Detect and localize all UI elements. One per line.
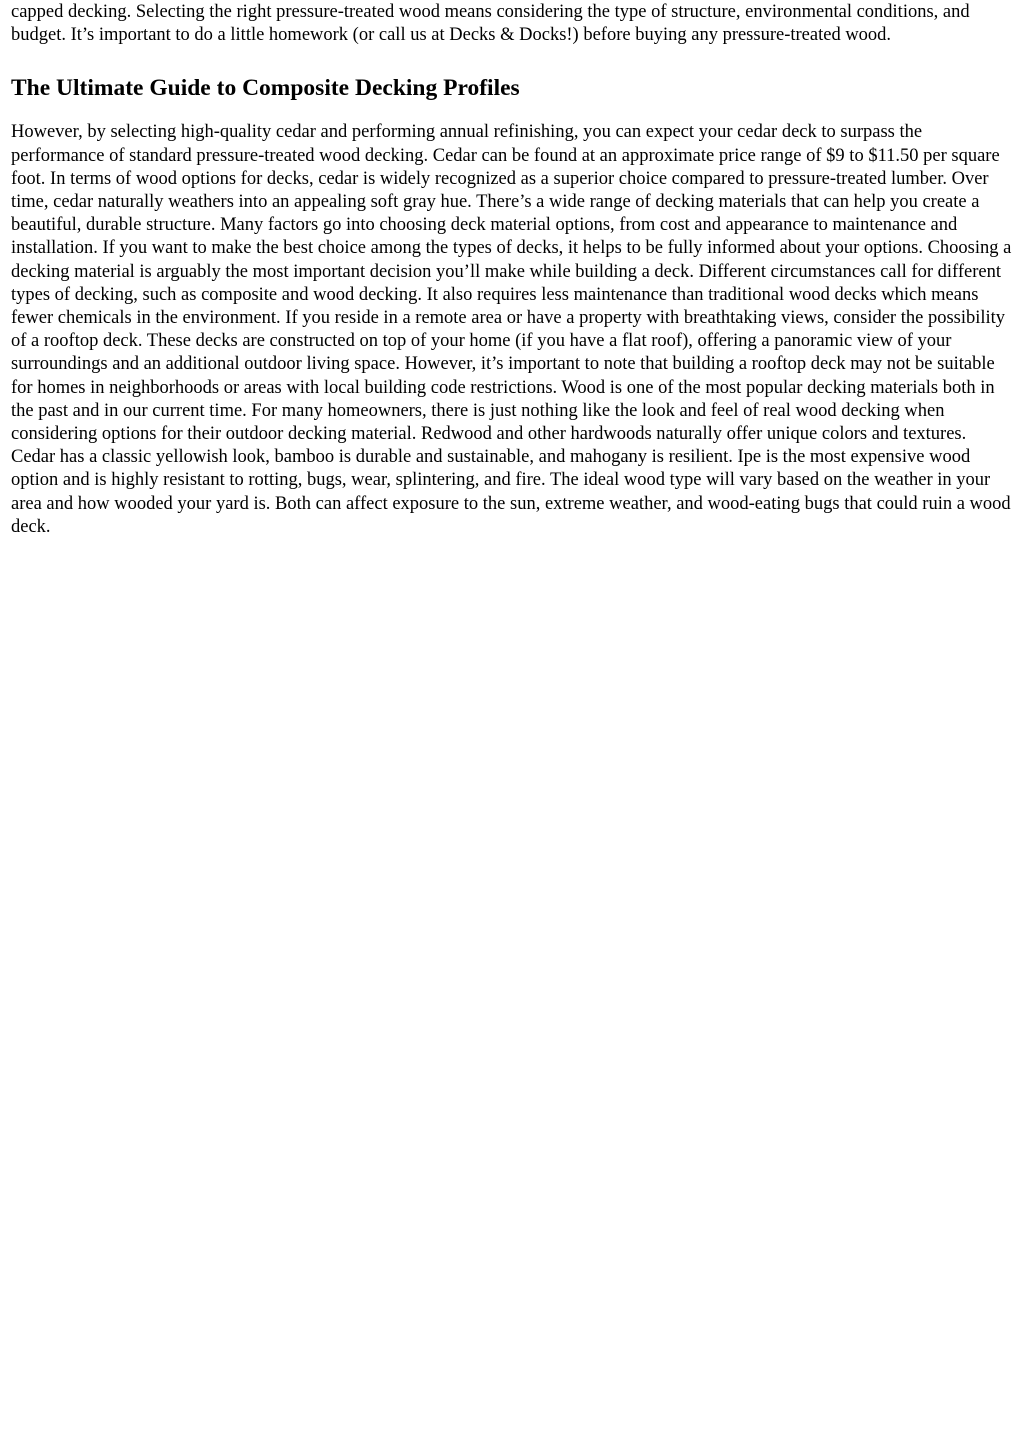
body-paragraph: However, by selecting high-quality cedar and performing annual refinishing, you can expect your cedar deck to surpass the performance of standard pressure-treated wood decking. Cedar can be found at an approximate price range of $9 to $11.50 per square foot. In terms of wood options for decks, cedar is widely recognized as a superior choice compared to pressure-treated lumber. Over time, cedar naturally weathers into an appealing soft gray hue. There’s a wide range of decking materials that can help you create a beautiful, durable structure. Many factors go into choosing deck material options, from cost and appearance to maintenance and installation. If you want to make the best choice among the types of decks, it helps to be fully informed about your options. Choosing a decking material is arguably the most important decision you’ll make while building a deck. Different circumstances call for different types of decking, such as composite and wood decking. It also requires less maintenance than traditional wood decks which means fewer chemicals in the environment. If you reside in a remote area or have a property with breathtaking views, consider the possibility of a rooftop deck. These decks are constructed on top of your home (if you have a flat roof), offering a panoramic view of your surroundings and an additional outdoor living space. However, it’s important to note that building a rooftop deck may not be suitable for homes in neighborhoods or areas with local building code restrictions. Wood is one of the most popular decking materials both in the past and in our current time. For many homeowners, there is just nothing like the look and feel of real wood decking when considering options for their outdoor decking material. Redwood and other hardwoods naturally offer unique colors and textures. Cedar has a classic yellowish look, bamboo is durable and sustainable, and mahogany is resilient. Ipe is the most expensive wood option and is highly resistant to rotting, bugs, wear, splintering, and fire. The ideal wood type will vary based on the weather in your area and how wooded your yard is. Both can affect exposure to the sun, extreme weather, and wood-eating bugs that could ruin a wood deck. [11,122,1012,537]
intro-paragraph: capped decking. Selecting the right pressure-treated wood means considering the type of structure, environmental conditions, and budget. It’s important to do a little homework (or call us at Decks & Docks!) before buying any pressure-treated wood. [11,2,970,46]
section-heading: The Ultimate Guide to Composite Decking Profiles [11,75,520,102]
article [11,0,1013,539]
